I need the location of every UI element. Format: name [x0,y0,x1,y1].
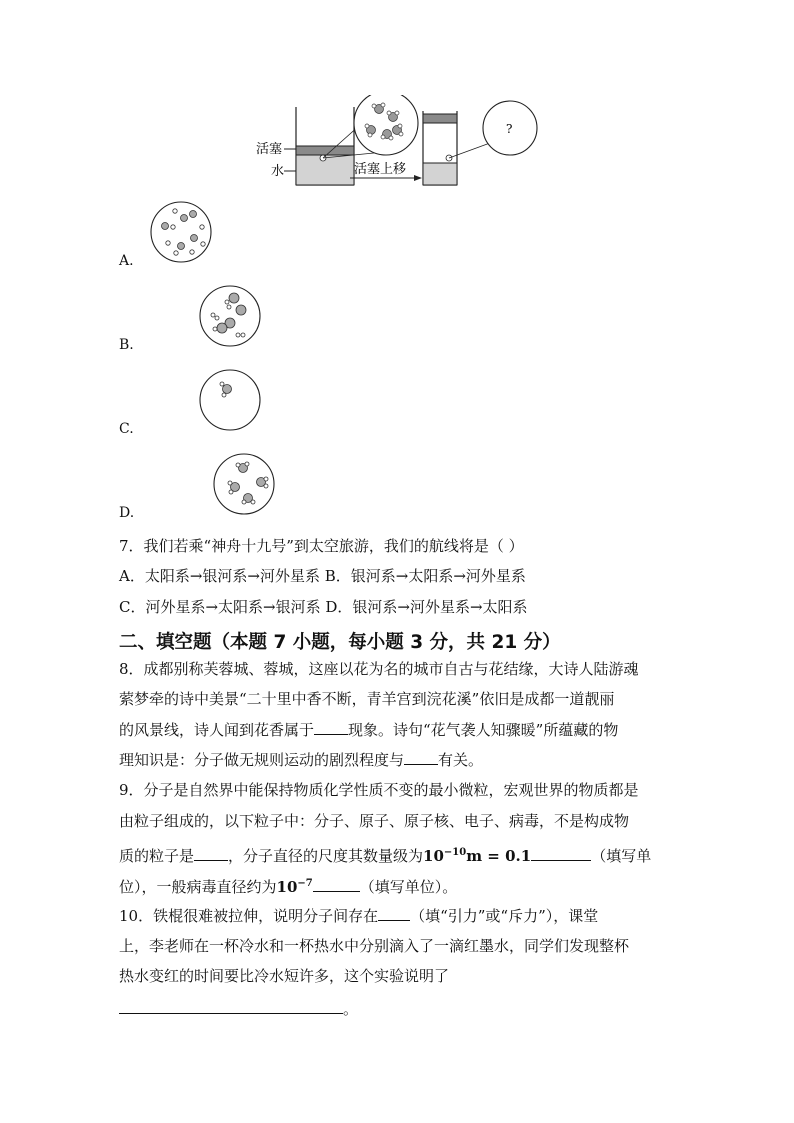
q10-line4-end: 。 [343,1000,359,1018]
q10-line4 [119,998,358,1019]
q9-blank-2[interactable] [531,845,591,861]
q10-blank-1[interactable] [378,905,410,921]
q7-options-row2: C．河外星系→太阳系→银河系 D．银河系→河外星系→太阳系 [119,598,528,616]
q8-line4-b: 有关。 [438,751,484,769]
q8-line4-a: 理知识是：分子做无规则运动的剧烈程度与 [119,751,405,769]
q9-line4 [119,874,457,897]
q8-line1: 8．成都别称芙蓉城、蓉城，这座以花为名的城市自古与花结缘，大诗人陆游魂 [119,660,639,678]
q9-math-2: $10^{-7}$ [276,878,313,896]
q10-line2: 上，李老师在一杯冷水和一杯热水中分别滴入了一滴红墨水，同学们发现整杯 [119,937,630,955]
q8-line4 [119,749,483,770]
q9-line4-b: （填写单位）。 [359,878,458,896]
q8-line3 [119,719,618,740]
q8-line2: 萦梦牵的诗中美景“二十里中香不断，青羊宫到浣花溪”依旧是成都一道靓丽 [119,690,615,708]
option-d-label: D. [119,505,135,521]
label-piston: 活塞 [256,142,283,157]
q7-options-row1: A．太阳系→银河系→河外星系 B．银河系→太阳系→河外星系 [119,567,526,585]
q9-blank-3[interactable] [313,876,360,892]
right-cylinder [423,111,457,185]
right-piston [423,114,457,123]
arrow-label: 活塞上移 [354,162,407,177]
q8-blank-1[interactable] [314,719,348,735]
right-water [423,163,457,185]
q9-math-1: $10^{-10}m = 0.1$ [423,847,532,865]
section-heading: 二、填空题（本题 7 小题，每小题 3 分，共 21 分） [119,632,561,653]
option-c-diagram [197,367,263,433]
q10-line1 [119,905,598,926]
question-mark: ? [506,122,513,136]
q10-line1-b: （填“引力”或“斥力”），课堂 [410,907,599,925]
q9-line2: 由粒子组成的，以下粒子中：分子、原子、原子核、电子、病毒，不是构成物 [119,812,630,830]
left-cylinder [296,107,354,185]
q9-blank-1[interactable] [194,845,228,861]
q9-line1: 9．分子是自然界中能保持物质化学性质不变的最小微粒，宏观世界的物质都是 [119,781,639,799]
option-b-label: B. [119,337,134,353]
q10-blank-2[interactable] [119,998,343,1014]
q9-line3-b: ，分子直径的尺度其数量级为 [228,847,424,865]
option-b-diagram [197,284,263,350]
option-d-diagram [212,451,278,517]
q8-blank-2[interactable] [404,749,438,765]
q10-line1-a: 10．铁棍很难被拉伸，说明分子间存在 [119,907,379,925]
q8-line3-a: 的风景线，诗人闻到花香属于 [119,721,315,739]
option-a-label: A. [119,253,134,269]
q9-line3 [119,843,651,866]
q9-line3-a: 质的粒子是 [119,847,195,865]
q10-line3: 热水变红的时间要比冷水短许多，这个实验说明了 [119,967,450,985]
option-c-label: C. [119,421,134,437]
label-water: 水 [271,164,285,179]
q8-line3-b: 现象。诗句“花气袭人知骤暖”所蕴藏的物 [348,721,619,739]
option-a-diagram [148,200,214,266]
q9-line4-a: 位），一般病毒直径约为 [119,878,277,896]
left-piston [296,146,354,155]
q7-stem: 7．我们若乘“神舟十九号”到太空旅游，我们的航线将是（ ） [119,537,524,555]
left-zoom-circle [354,95,418,155]
q9-line3-c: （填写单 [591,847,652,865]
piston-experiment-figure [250,95,550,195]
